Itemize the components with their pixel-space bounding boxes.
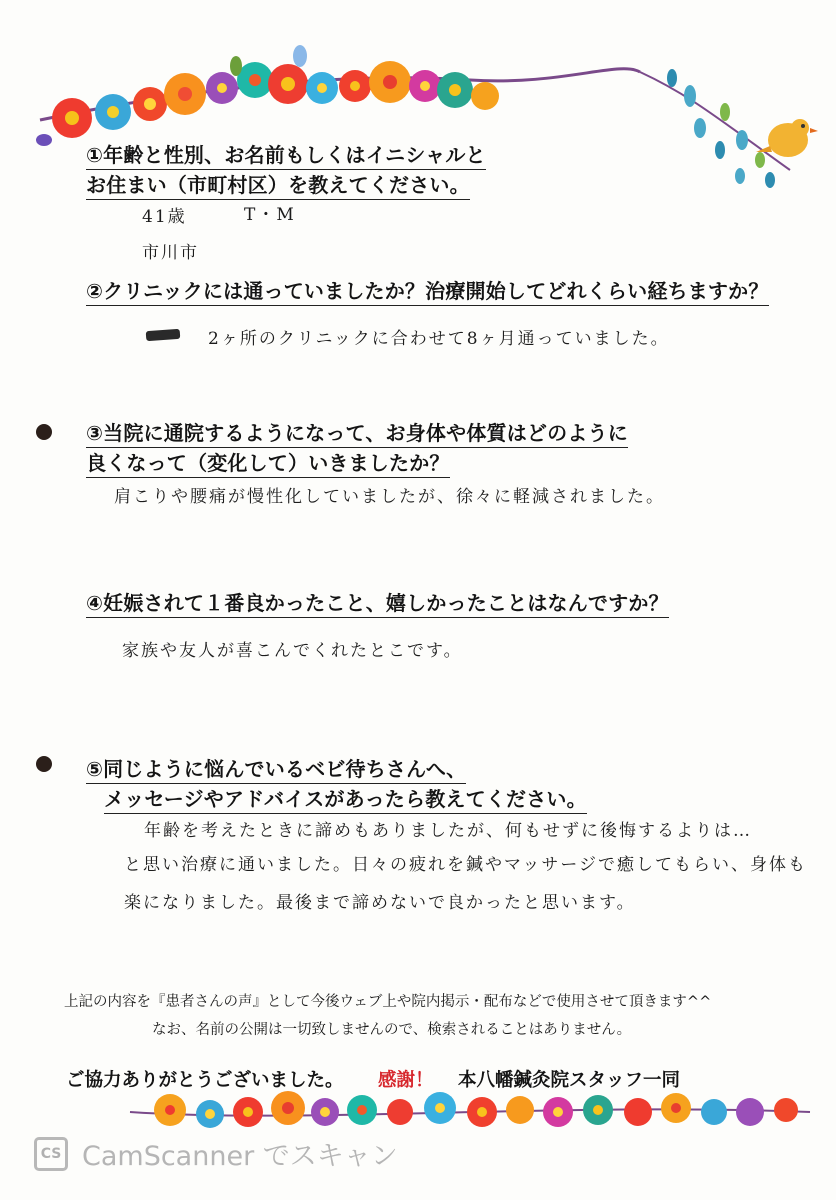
bullet-dot [36, 756, 52, 772]
bullet-dot [36, 424, 52, 440]
clinic-signature: 本八幡鍼灸院スタッフ一同 [457, 1070, 680, 1091]
thanks-exclaim: 感謝！ [377, 1070, 434, 1091]
answer-5-line3: 楽になりました。最後まで諦めないで良かったと思います。 [124, 893, 636, 913]
redaction-mark [146, 329, 181, 341]
question-1 [86, 140, 486, 200]
floral-garland-bottom [110, 1082, 830, 1142]
answer-1-age: 41歳 [142, 207, 187, 227]
bird-icon [756, 119, 818, 157]
answer-1-city: 市川市 [142, 243, 199, 263]
answer-4: 家族や友人が喜こんでくれたとこです。 [122, 641, 463, 661]
answer-5-line2: と思い治療に通いました。日々の疲れを鍼やマッサージで癒してもらい、身体も [124, 855, 807, 875]
question-1-line1: ①年齢と性別、お名前もしくはイニシャルと [86, 141, 486, 170]
camscanner-text: CamScanner でスキャン [82, 1141, 398, 1172]
question-2-line1: ②クリニックには通っていましたか？治療開始してどれくらい経ちますか？ [86, 277, 769, 306]
question-4 [86, 588, 669, 618]
question-1-line2: お住まい（市町村区）を教えてください。 [86, 171, 470, 200]
usage-note: 上記の内容を『患者さんの声』として今後ウェブ上や院内掲示・配布などで使用させて頂きます^^ [64, 994, 712, 1010]
camscanner-logo-icon: CS [34, 1137, 68, 1171]
camscanner-watermark [34, 1134, 398, 1173]
question-4-line1: ④妊娠されて１番良かったこと、嬉しかったことはなんですか？ [86, 589, 669, 618]
privacy-note: なお、名前の公開は一切致しませんので、検索されることはありません。 [152, 1022, 632, 1038]
question-2 [86, 276, 769, 306]
answer-2: 2ヶ所のクリニックに合わせて8ヶ月通っていました。 [208, 329, 670, 349]
question-5-line1: ⑤同じように悩んでいるベビ待ちさんへ、 [86, 755, 466, 784]
question-3-line1: ③当院に通院するようになって、お身体や体質はどのように [86, 419, 628, 448]
thanks-text: ご協力ありがとうございました。 [66, 1070, 344, 1091]
question-3 [86, 418, 628, 478]
flower-icon [36, 45, 499, 146]
question-5-line2: メッセージやアドバイスがあったら教えてください。 [104, 785, 587, 814]
flower-icon [154, 1091, 798, 1128]
leaf-icon [667, 69, 775, 188]
answer-1-initials: T・M [244, 205, 296, 225]
question-5 [86, 754, 587, 814]
question-3-line2: 良くなって（変化して）いきましたか？ [86, 449, 450, 478]
answer-5-line1: 年齢を考えたときに諦めもありましたが、何もせずに後悔するよりは… [144, 821, 752, 841]
answer-3: 肩こりや腰痛が慢性化していましたが、徐々に軽減されました。 [114, 487, 665, 507]
